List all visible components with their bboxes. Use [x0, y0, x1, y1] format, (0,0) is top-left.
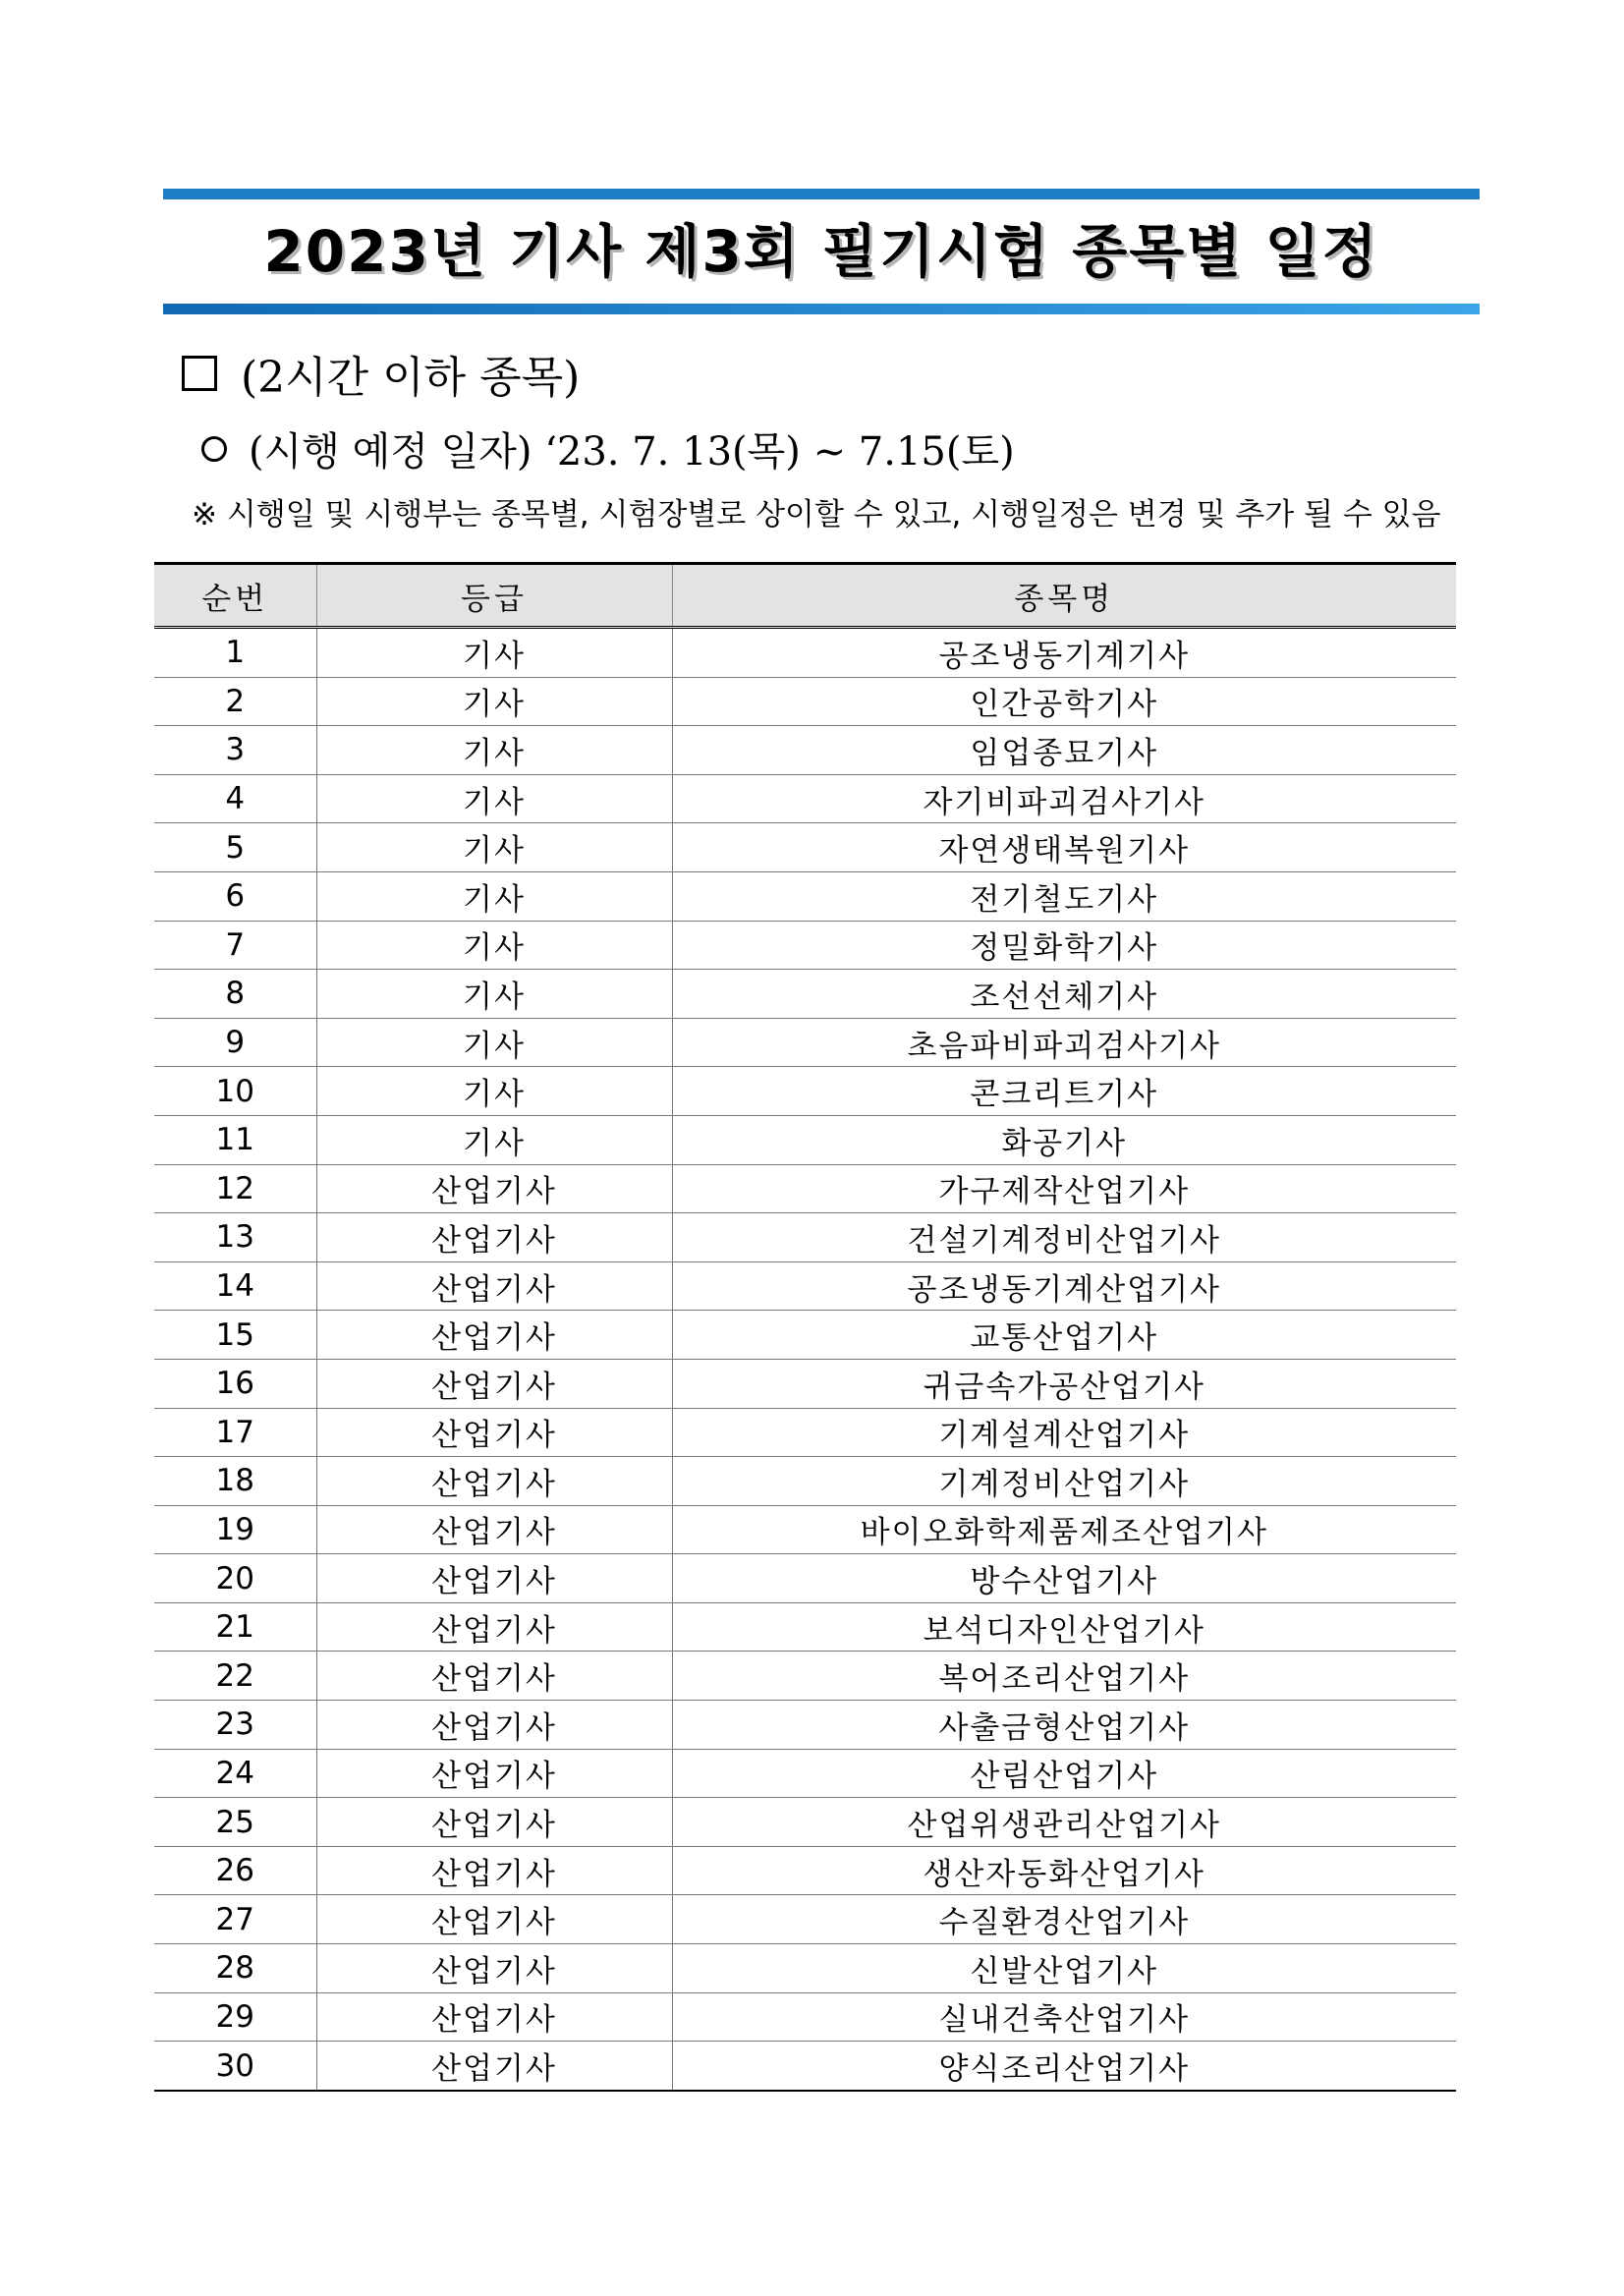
cell-subject: 자연생태복원기사 — [672, 823, 1456, 872]
cell-grade: 기사 — [316, 970, 672, 1019]
cell-grade: 산업기사 — [316, 1798, 672, 1847]
table-row — [154, 1311, 1456, 1360]
table-row — [154, 1457, 1456, 1506]
header-subject: 종목명 — [672, 564, 1456, 628]
cell-number: 13 — [154, 1213, 316, 1262]
table-row — [154, 1895, 1456, 1944]
cell-number: 11 — [154, 1115, 316, 1164]
table-row — [154, 1554, 1456, 1603]
cell-subject: 건설기계정비산업기사 — [672, 1213, 1456, 1262]
cell-subject: 화공기사 — [672, 1115, 1456, 1164]
cell-number: 26 — [154, 1846, 316, 1895]
cell-subject: 바이오화학제품제조산업기사 — [672, 1505, 1456, 1554]
cell-number: 27 — [154, 1895, 316, 1944]
table-row — [154, 628, 1456, 678]
table-row — [154, 2042, 1456, 2091]
cell-grade: 산업기사 — [316, 1701, 672, 1750]
cell-grade: 기사 — [316, 1067, 672, 1116]
cell-subject: 초음파비파괴검사기사 — [672, 1018, 1456, 1067]
cell-number: 22 — [154, 1652, 316, 1701]
cell-grade: 산업기사 — [316, 1846, 672, 1895]
cell-subject: 생산자동화산업기사 — [672, 1846, 1456, 1895]
table-row — [154, 1944, 1456, 1993]
cell-number: 20 — [154, 1554, 316, 1603]
section-label: (2시간 이하 종목) — [241, 353, 581, 403]
circle-bullet-icon — [201, 436, 227, 462]
schedule-line: (시행 예정 일자) ‘23. 7. 13(목) ~ 7.15(토) — [249, 429, 1015, 475]
cell-subject: 산림산업기사 — [672, 1749, 1456, 1798]
table-header-row — [154, 564, 1456, 628]
table-row — [154, 1846, 1456, 1895]
cell-grade: 기사 — [316, 774, 672, 823]
cell-grade: 산업기사 — [316, 1944, 672, 1993]
cell-number: 3 — [154, 726, 316, 775]
cell-grade: 산업기사 — [316, 1213, 672, 1262]
table-row — [154, 1261, 1456, 1311]
cell-number: 12 — [154, 1164, 316, 1213]
cell-subject: 사출금형산업기사 — [672, 1701, 1456, 1750]
cell-grade: 산업기사 — [316, 1164, 672, 1213]
cell-number: 1 — [154, 628, 316, 678]
cell-grade: 기사 — [316, 726, 672, 775]
cell-number: 16 — [154, 1359, 316, 1408]
cell-subject: 기계정비산업기사 — [672, 1457, 1456, 1506]
cell-grade: 기사 — [316, 921, 672, 970]
table-row — [154, 1798, 1456, 1847]
cell-number: 9 — [154, 1018, 316, 1067]
title-banner — [163, 189, 1480, 314]
cell-grade: 산업기사 — [316, 1554, 672, 1603]
cell-number: 21 — [154, 1602, 316, 1652]
cell-number: 25 — [154, 1798, 316, 1847]
cell-number: 28 — [154, 1944, 316, 1993]
title-bar-top — [163, 189, 1480, 199]
schedule-note: ※ 시행일 및 시행부는 종목별, 시험장별로 상이할 수 있고, 시행일정은 변경 및 추가 될 수 있음 — [192, 497, 1441, 532]
cell-grade: 산업기사 — [316, 1311, 672, 1360]
cell-subject: 정밀화학기사 — [672, 921, 1456, 970]
cell-grade: 기사 — [316, 871, 672, 921]
cell-subject: 방수산업기사 — [672, 1554, 1456, 1603]
cell-number: 29 — [154, 1992, 316, 2042]
table-row — [154, 1359, 1456, 1408]
cell-subject: 조선선체기사 — [672, 970, 1456, 1019]
table-row — [154, 1164, 1456, 1213]
table-row — [154, 1992, 1456, 2042]
table-row — [154, 726, 1456, 775]
cell-number: 7 — [154, 921, 316, 970]
cell-subject: 자기비파괴검사기사 — [672, 774, 1456, 823]
cell-number: 18 — [154, 1457, 316, 1506]
cell-grade: 산업기사 — [316, 1261, 672, 1311]
page-title: 2023년 기사 제3회 필기시험 종목별 일정 — [263, 218, 1379, 285]
cell-grade: 산업기사 — [316, 1408, 672, 1457]
cell-number: 8 — [154, 970, 316, 1019]
table-row — [154, 1018, 1456, 1067]
exam-schedule-table — [154, 562, 1456, 2092]
section-heading — [182, 342, 580, 405]
cell-number: 4 — [154, 774, 316, 823]
cell-number: 23 — [154, 1701, 316, 1750]
table-row — [154, 1505, 1456, 1554]
cell-grade: 산업기사 — [316, 1457, 672, 1506]
table-row — [154, 921, 1456, 970]
checkbox-icon — [182, 356, 217, 391]
table-row — [154, 774, 1456, 823]
cell-subject: 보석디자인산업기사 — [672, 1602, 1456, 1652]
cell-number: 14 — [154, 1261, 316, 1311]
cell-number: 24 — [154, 1749, 316, 1798]
table-row — [154, 677, 1456, 726]
cell-number: 6 — [154, 871, 316, 921]
cell-grade: 산업기사 — [316, 1359, 672, 1408]
cell-grade: 기사 — [316, 1018, 672, 1067]
cell-number: 17 — [154, 1408, 316, 1457]
cell-number: 15 — [154, 1311, 316, 1360]
cell-subject: 산업위생관리산업기사 — [672, 1798, 1456, 1847]
table-row — [154, 1115, 1456, 1164]
cell-grade: 산업기사 — [316, 1652, 672, 1701]
cell-subject: 교통산업기사 — [672, 1311, 1456, 1360]
table-row — [154, 823, 1456, 872]
cell-grade: 산업기사 — [316, 2042, 672, 2091]
cell-grade: 산업기사 — [316, 1749, 672, 1798]
table-row — [154, 1602, 1456, 1652]
table-body — [154, 628, 1456, 2091]
cell-number: 2 — [154, 677, 316, 726]
cell-subject: 콘크리트기사 — [672, 1067, 1456, 1116]
table-row — [154, 1213, 1456, 1262]
cell-number: 10 — [154, 1067, 316, 1116]
table-row — [154, 871, 1456, 921]
table-row — [154, 1701, 1456, 1750]
cell-subject: 실내건축산업기사 — [672, 1992, 1456, 2042]
cell-grade: 기사 — [316, 677, 672, 726]
cell-subject: 양식조리산업기사 — [672, 2042, 1456, 2091]
cell-subject: 수질환경산업기사 — [672, 1895, 1456, 1944]
cell-grade: 기사 — [316, 628, 672, 678]
cell-grade: 기사 — [316, 823, 672, 872]
cell-number: 19 — [154, 1505, 316, 1554]
cell-grade: 산업기사 — [316, 1505, 672, 1554]
table-row — [154, 1408, 1456, 1457]
cell-grade: 산업기사 — [316, 1992, 672, 2042]
cell-subject: 귀금속가공산업기사 — [672, 1359, 1456, 1408]
table-row — [154, 1652, 1456, 1701]
cell-subject: 신발산업기사 — [672, 1944, 1456, 1993]
cell-subject: 기계설계산업기사 — [672, 1408, 1456, 1457]
cell-subject: 가구제작산업기사 — [672, 1164, 1456, 1213]
cell-number: 5 — [154, 823, 316, 872]
cell-number: 30 — [154, 2042, 316, 2091]
title-bar-bottom — [163, 304, 1480, 314]
cell-subject: 복어조리산업기사 — [672, 1652, 1456, 1701]
cell-grade: 산업기사 — [316, 1895, 672, 1944]
header-grade: 등급 — [316, 564, 672, 628]
cell-subject: 공조냉동기계기사 — [672, 628, 1456, 678]
cell-grade: 기사 — [316, 1115, 672, 1164]
cell-subject: 임업종묘기사 — [672, 726, 1456, 775]
cell-subject: 전기철도기사 — [672, 871, 1456, 921]
table-row — [154, 1749, 1456, 1798]
schedule-heading — [201, 420, 1015, 476]
table-row — [154, 1067, 1456, 1116]
cell-subject: 인간공학기사 — [672, 677, 1456, 726]
cell-subject: 공조냉동기계산업기사 — [672, 1261, 1456, 1311]
header-number: 순번 — [154, 564, 316, 628]
table-row — [154, 970, 1456, 1019]
cell-grade: 산업기사 — [316, 1602, 672, 1652]
